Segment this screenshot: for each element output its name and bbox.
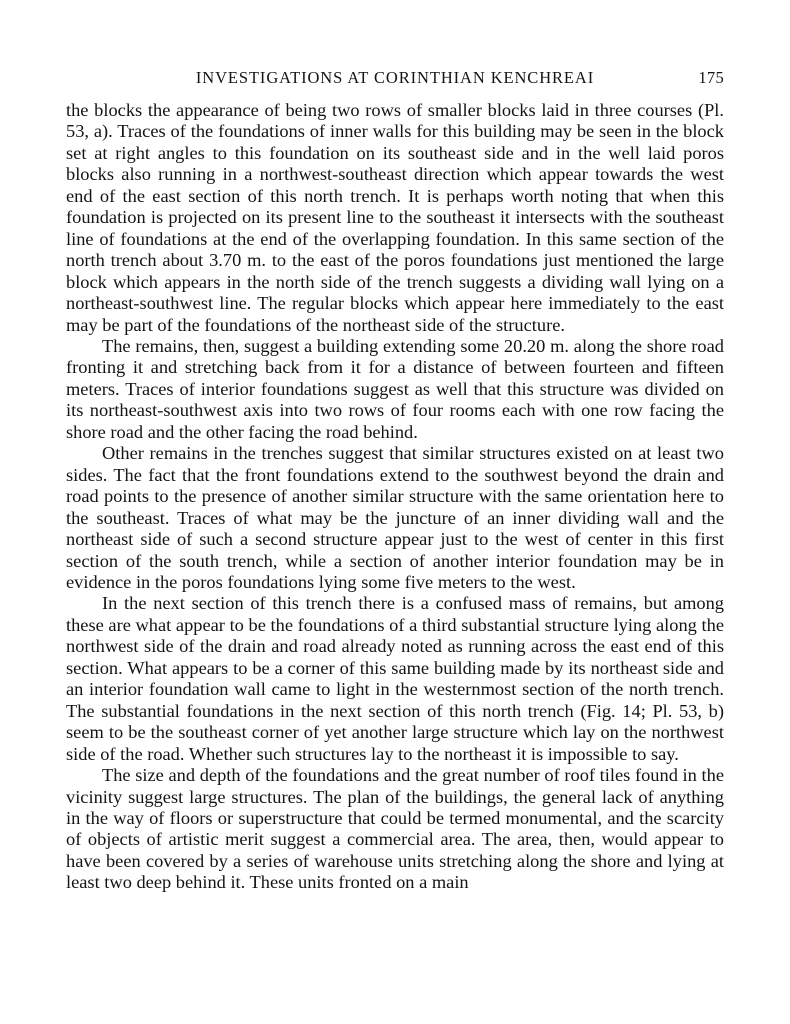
page-number: 175	[698, 68, 724, 87]
paragraph-similar-structures: Other remains in the trenches suggest that similar structures existed on at least two sides. The fact that the front foundations extend to the southwest beyond the drain and road points to the presence of another similar structure with the same orientation here to the southeast. Traces of what may be the juncture of an inner dividing wall and the northeast side of such a second structure appear just to the west of center in this first section of the south trench, while a section of another interior foundation may be in evidence in the poros foundations lying some five meters to the west.	[66, 443, 724, 592]
paragraph-next-section: In the next section of this trench there is a confused mass of remains, but among these are what appear to be the foundations of a third substantial structure lying along the northwest side of the drain and road already noted as running across the east end of this section. What appears to be a corner of this same building made by its northeast side and an interior foundation wall came to light in the westernmost section of the north trench. The substantial foundations in the next section of this north trench (Fig. 14; Pl. 53, b) seem to be the southeast corner of yet another large structure which lay on the northwest side of the road. Whether such structures lay to the northeast it is impossible to say.	[66, 593, 724, 764]
running-head	[66, 64, 724, 92]
paragraph-continued: the blocks the appearance of being two rows of smaller blocks laid in three courses (Pl. 53, a). Traces of the foundations of inner walls for this building may be seen in the block set at right angles to this foundation on its southeast side and in the well laid poros blocks also running in a northwest-southeast direction which appear towards the west end of the east section of this north trench. It is perhaps worth noting that when this foundation is projected on its present line to the southeast it intersects with the southeast line of foundations at the end of the overlapping foundation. In this same section of the north trench about 3.70 m. to the east of the poros foundations just mentioned the large block which appears in the north side of the trench suggests a dividing wall lying on a northeast-southwest line. The regular blocks which appear here immediately to the east may be part of the foundations of the northeast side of the structure.	[66, 100, 724, 335]
running-title: INVESTIGATIONS AT CORINTHIAN KENCHREAI	[195, 68, 595, 87]
paragraph-building-extent: The remains, then, suggest a building extending some 20.20 m. along the shore road fronting it and stretching back from it for a distance of between fourteen and fifteen meters. Traces of interior foundations suggest as well that this structure was divided on its northeast-southwest axis into two rows of four rooms each with one row facing the shore road and the other facing the road behind.	[66, 335, 724, 442]
paragraph-warehouse-units: The size and depth of the foundations and the great number of roof tiles found in the vicinity suggest large structures. The plan of the buildings, the general lack of anything in the way of floors or superstructure that could be termed monumental, and the scarcity of objects of artistic merit suggest a commercial area. The area, then, would appear to have been covered by a series of warehouse units stretching along the shore and lying at least two deep behind it. These units fronted on a main	[66, 765, 724, 893]
book-page	[66, 64, 724, 894]
body-text	[66, 100, 724, 894]
